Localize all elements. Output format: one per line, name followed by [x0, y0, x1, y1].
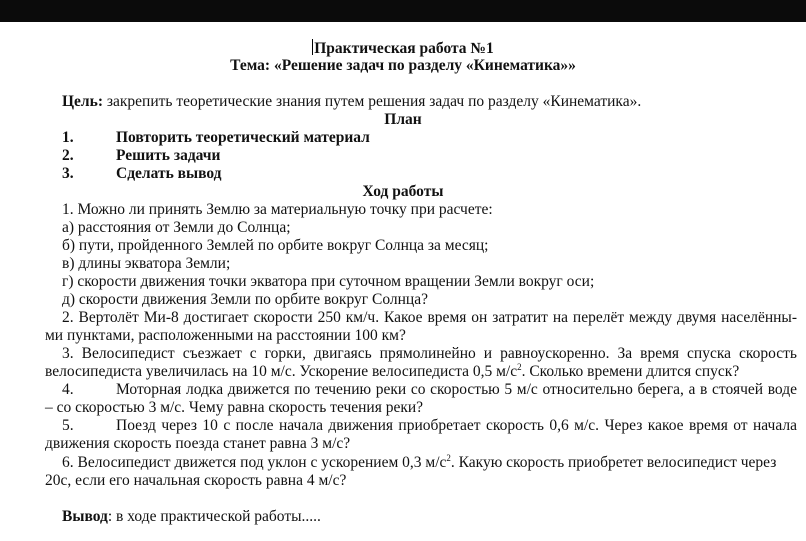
task-1-question: 1. Можно ли принять Землю за материальную точку при расчете:	[62, 201, 493, 218]
task-3-line-1: 3. Велосипедист съезжает с горки, двигаясь прямолинейно и равноускоренно. За время спуска скорость	[62, 345, 797, 362]
plan-item-1: 1.	[62, 129, 74, 146]
task-4-line-2: – со скоростью 3 м/с. Чему равна скорость течения реки?	[45, 399, 424, 416]
plan-item-3-text: Сделать вывод	[116, 165, 222, 182]
plan-item-2-text: Решить задачи	[116, 147, 221, 164]
work-heading: Ход работы	[362, 183, 444, 200]
document-topic: Тема: «Решение задач по разделу «Кинематика»»	[230, 57, 576, 74]
task-5-line-1: Поезд через 10 с после начала движения приобретает скорость 0,6 м/с. Через какое время от начала	[116, 417, 797, 434]
task-1-option-a: а) расстояния от Земли до Солнца;	[62, 219, 291, 236]
goal-line	[62, 93, 641, 111]
task-1-option-d: г) скорости движения точки экватора при суточном вращении Земли вокруг оси;	[62, 273, 595, 290]
goal-text: закрепить теоретические знания путем решения задач по разделу «Кинематика».	[103, 93, 642, 110]
goal-label: Цель:	[62, 93, 103, 110]
task-1-option-e: д) скорости движения Земли по орбите вокруг Солнца?	[62, 291, 428, 308]
window-top-bar	[0, 0, 806, 22]
task-5-number: 5.	[62, 417, 74, 434]
conclusion-label: Вывод	[62, 508, 108, 525]
plan-item-3: 3.	[62, 165, 74, 182]
conclusion-line	[62, 508, 321, 526]
task-4-number: 4.	[62, 381, 74, 398]
document-title: Практическая работа №1	[314, 40, 494, 57]
task-3-line-2: велосипедиста увеличилась на 10 м/с. Ускорение велосипедиста 0,5 $м/с^2$. Сколько времени длится спуск?	[45, 362, 740, 380]
plan-item-1-text: Повторить теоретический материал	[116, 129, 370, 146]
plan-item-2: 2.	[62, 147, 74, 164]
task-1-option-b: б) пути, пройденного Землей по орбите вокруг Солнца за месяц;	[62, 237, 489, 254]
task-6-line-1: 6. Велосипедист движется под уклон с ускорением 0,3 $м/с^2$. Какую скорость приобретет велосипедист через	[62, 453, 777, 471]
task-2-line-2: ми пунктами, расположенными на расстоянии 100 км?	[45, 327, 406, 344]
task-5-line-2: движения скорость поезда станет равна 3 м/с?	[45, 435, 351, 452]
task-4-line-1: Моторная лодка движется по течению реки со скоростью 5 м/с относительно берега, а в стоячей воде	[116, 381, 797, 398]
task-1-option-c: в) длины экватора Земли;	[62, 255, 231, 272]
plan-heading: План	[384, 111, 422, 128]
task-6-line-2: 20с, если его начальная скорость равна 4 м/с?	[45, 472, 347, 489]
task-2-line-1: 2. Вертолёт Ми-8 достигает скорости 250 км/ч. Какое время он затратит на перелёт между двумя населённы-	[62, 309, 797, 326]
conclusion-text: : в ходе практической работы.....	[107, 508, 321, 525]
